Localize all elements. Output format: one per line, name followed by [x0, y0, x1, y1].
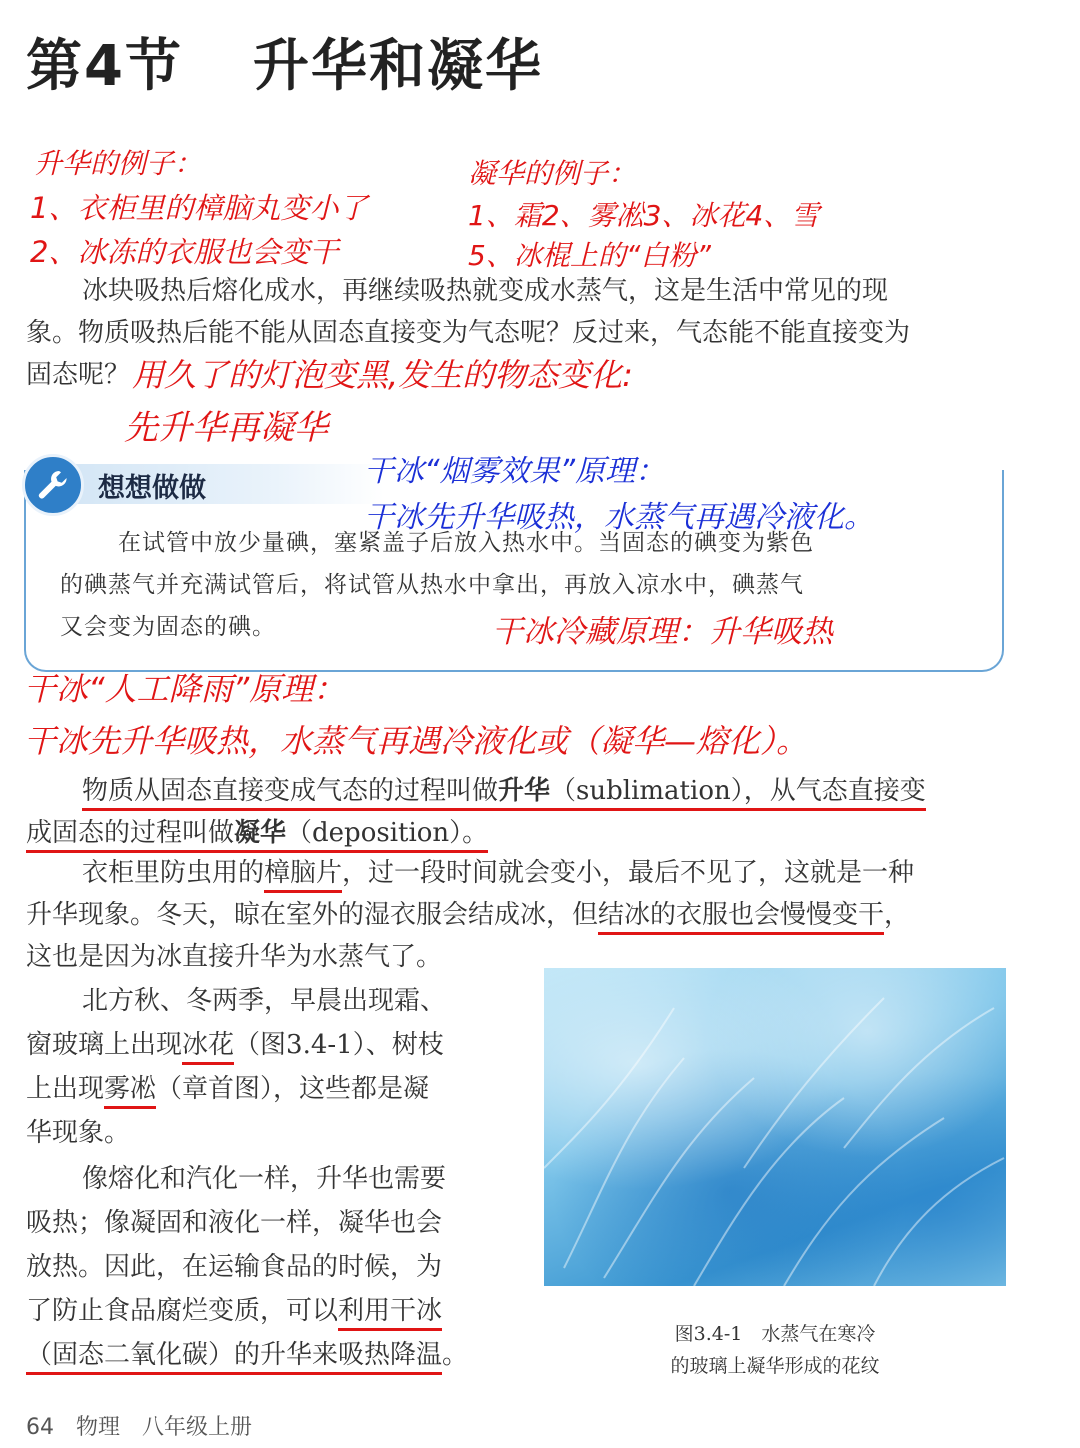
figure-caption-line-1: 图3.4-1 水蒸气在寒冷: [674, 1323, 876, 1345]
text: ，: [884, 900, 911, 930]
text: （章首图），这些都是凝: [156, 1074, 430, 1104]
note-dry-ice-smoke-title: 干冰“烟雾效果”原理：: [364, 454, 666, 489]
note-dry-ice-cold-storage: 干冰冷藏原理：升华吸热: [492, 614, 833, 650]
note-dry-ice-smoke-body: 干冰先升华吸热，水蒸气再遇冷液化。: [364, 500, 874, 535]
note-dry-ice-rain-title: 干冰“人工降雨”原理：: [24, 670, 346, 708]
text: 升华现象。冬天，晾在室外的湿衣服会结成冰，但: [26, 900, 599, 930]
text: 窗玻璃上出现: [26, 1030, 183, 1060]
activity-line-2: 的碘蒸气并充满试管后，将试管从热水中拿出，再放入凉水中，碘蒸气: [60, 572, 804, 598]
note-sublimation-example-1: 1、衣柜里的樟脑丸变小了: [30, 191, 368, 225]
definition-text-2: （sublimation），从气态直接变: [550, 776, 926, 811]
activity-line-1: 在试管中放少量碘，塞紧盖子后放入热水中。当固态的碘变为紫色: [118, 530, 814, 556]
footer-grade: 八年级上册: [142, 1415, 253, 1440]
section-number: 第4节: [26, 34, 183, 99]
heat-para-line-4: [26, 1290, 442, 1332]
text: 了防止食品腐烂变质，可以: [26, 1296, 339, 1326]
sublimation-para-line-3: 这也是因为冰直接升华为水蒸气了。: [26, 942, 443, 972]
deposition-para-line-4: 华现象。: [26, 1118, 131, 1148]
text: 上出现: [26, 1074, 105, 1104]
note-deposition-example-1: 1、霜2、雾凇3、冰花4、雪: [468, 199, 820, 232]
underlined-frozen-clothes: 结冰的衣服也会慢慢变干: [598, 900, 884, 935]
text: 衣柜里防虫用的: [82, 858, 265, 888]
note-bulb: 用久了的灯泡变黑,发生的物态变化:: [132, 356, 633, 394]
note-deposition-heading: 凝华的例子：: [468, 157, 637, 190]
sublimation-para-line-1: [82, 852, 914, 894]
text: 。: [442, 1340, 469, 1370]
page-number: 64: [26, 1415, 54, 1440]
figure-caption-line-2: 的玻璃上凝华形成的花纹: [670, 1355, 880, 1377]
underlined-dry-ice: 利用干冰: [338, 1296, 442, 1331]
footer-subject: 物理: [76, 1415, 121, 1440]
underlined-co2-sublimation: （固态二氧化碳）的升华来吸热降温: [26, 1340, 442, 1375]
definition-text-1: 物质从固态直接变成气态的过程叫做: [82, 776, 498, 811]
deposition-para-line-3: [26, 1068, 429, 1110]
definition-text-4: （deposition）。: [286, 818, 488, 853]
text: （图3.4-1）、树枝: [234, 1030, 444, 1060]
activity-line-3: 又会变为固态的碘。: [60, 614, 276, 640]
deposition-para-line-2: [26, 1024, 444, 1066]
note-dry-ice-rain-body: 干冰先升华吸热，水蒸气再遇冷液化或（凝华—熔化）。: [24, 722, 809, 760]
intro-line-1: 冰块吸热后熔化成水，再继续吸热就变成水蒸气，这是生活中常见的现: [82, 276, 889, 306]
page-footer: [26, 1410, 274, 1441]
frost-pattern-image: [544, 968, 1006, 1286]
underlined-ice-flower: 冰花: [182, 1030, 234, 1065]
heat-para-line-3: 放热。因此，在运输食品的时候，为: [26, 1252, 443, 1282]
heat-para-line-1: 像熔化和汽化一样，升华也需要: [82, 1164, 447, 1194]
note-sublimation-example-2: 2、冰冻的衣服也会变干: [30, 235, 339, 269]
intro-line-2: 象。物质吸热后能不能从固态直接变为气态呢？反过来，气态能不能直接变为: [26, 318, 911, 348]
note-bulb-answer: 先升华再凝华: [124, 408, 328, 448]
term-deposition: 凝华: [234, 818, 286, 853]
section-title: [26, 22, 543, 102]
underlined-camphor: 樟脑片: [264, 858, 342, 893]
term-sublimation: 升华: [498, 776, 550, 811]
note-sublimation-heading: 升华的例子：: [34, 147, 203, 180]
underlined-rime: 雾凇: [104, 1074, 156, 1109]
intro-line-3: 固态呢？: [26, 360, 131, 390]
text: ，过一段时间就会变小，最后不见了，这就是一种: [342, 858, 915, 888]
note-deposition-example-2: 5、冰棍上的“白粉”: [468, 239, 711, 272]
definition-text-3: 成固态的过程叫做: [26, 818, 234, 853]
deposition-para-line-1: 北方秋、冬两季，早晨出现霜、: [82, 986, 447, 1016]
heat-para-line-5: [26, 1334, 468, 1376]
activity-title: 想想做做: [98, 473, 206, 504]
definition-line-2: [26, 812, 488, 854]
sublimation-para-line-2: [26, 894, 910, 936]
section-name: 升华和凝华: [252, 34, 543, 99]
wrench-icon: [22, 454, 84, 516]
heat-para-line-2: 吸热；像凝固和液化一样，凝华也会: [26, 1208, 443, 1238]
definition-line-1: [82, 770, 926, 812]
